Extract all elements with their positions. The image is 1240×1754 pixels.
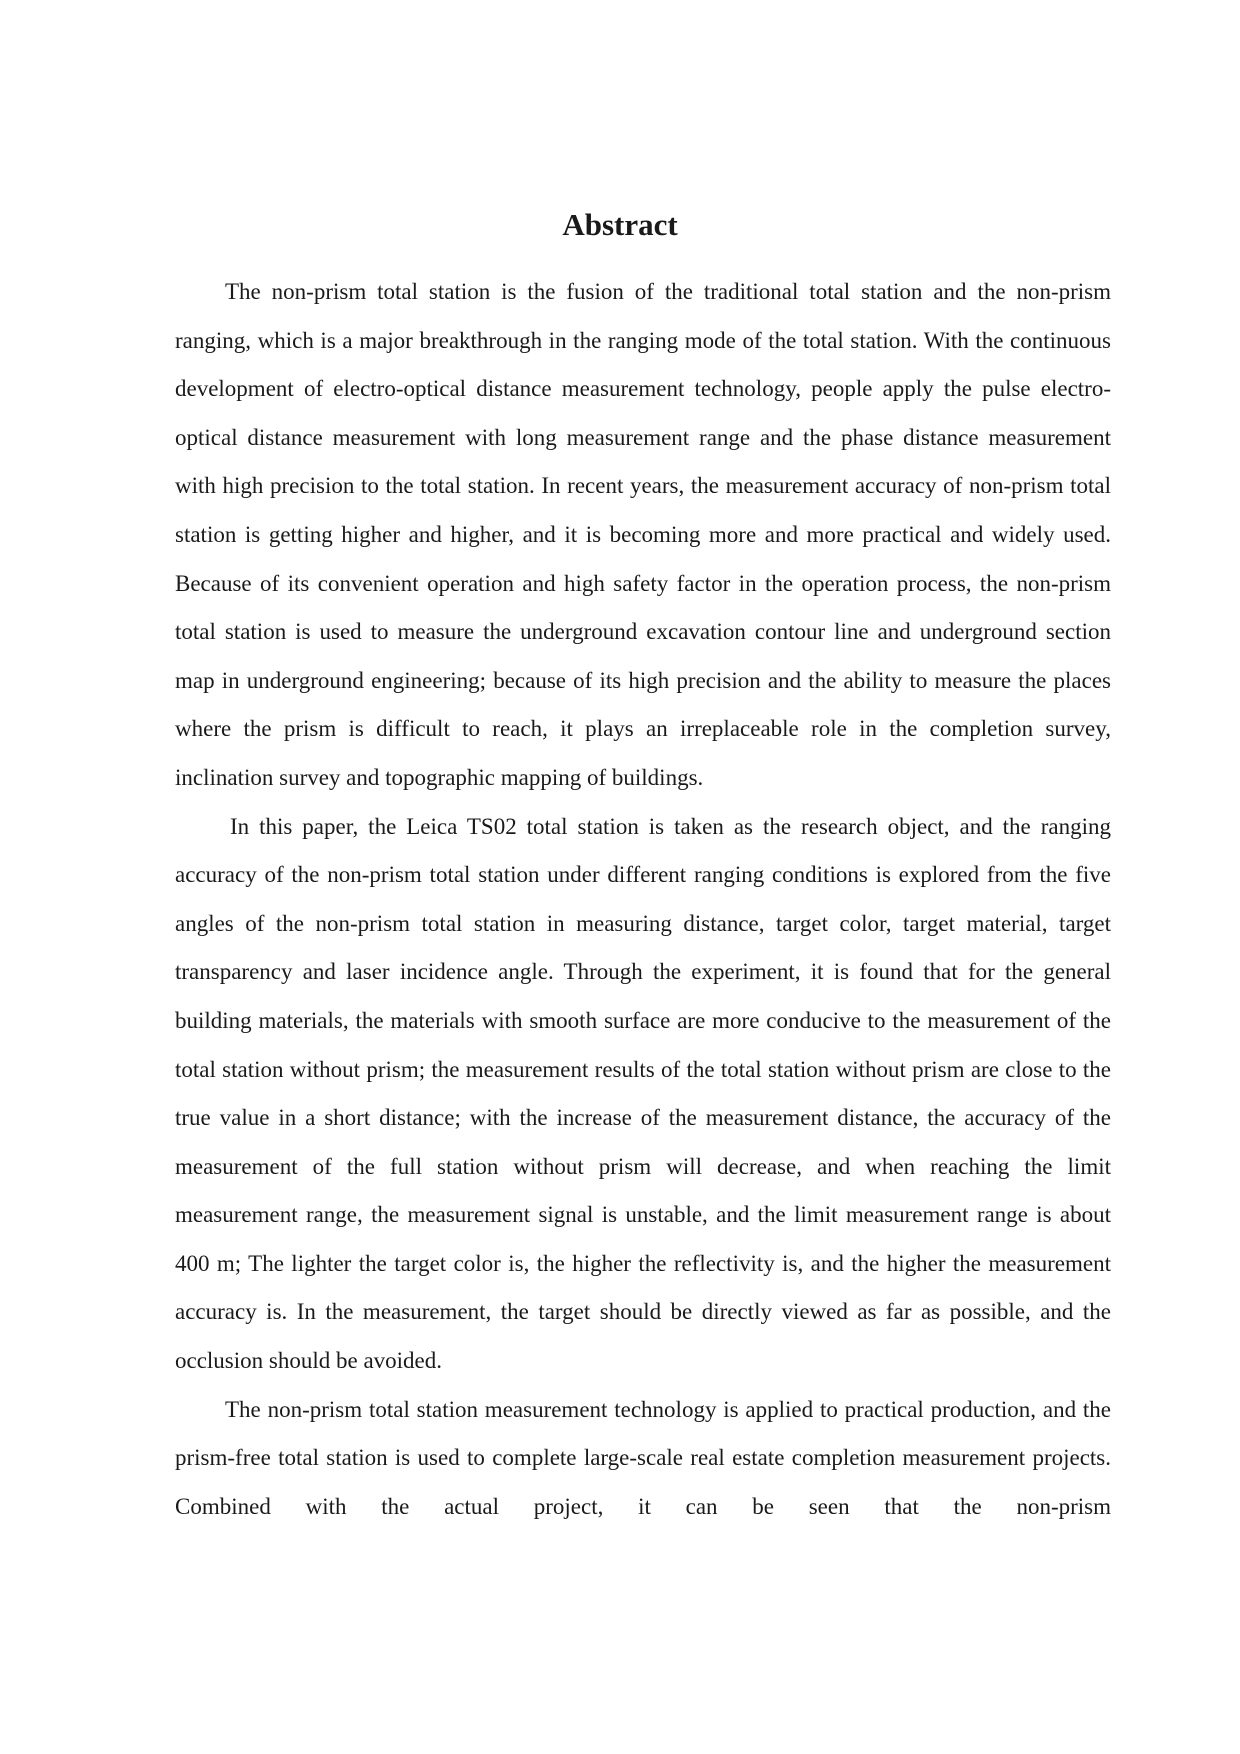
abstract-heading: Abstract — [562, 207, 678, 242]
abstract-paragraph-3: The non-prism total station measurement technology is applied to practical production, and the prism-free total station is used to complete large-scale real estate completion measurement projects. Combined with the actual project, it can be seen that the non-prism — [175, 1396, 1111, 1519]
abstract-paragraph-2: In this paper, the Leica TS02 total station is taken as the research object, and the ranging accuracy of the non-prism total station under different ranging conditions is explored from the five angles of the non-prism total station in measuring distance, target color, target material, target transparency and laser incidence angle. Through the experiment, it is found that for the general building materials, the materials with smooth surface are more conducive to the measurement of the total station without prism; the measurement results of the total station without prism are close to the true value in a short distance; with the increase of the measurement distance, the accuracy of the measurement of the full station without prism will decrease, and when reaching the limit measurement range, the measurement signal is unstable, and the limit measurement range is about 400 m; The lighter the target color is, the higher the reflectivity is, and the higher the measurement accuracy is. In the measurement, the target should be directly viewed as far as possible, and the occlusion should be avoided. — [175, 813, 1111, 1374]
abstract-paragraph-1: The non-prism total station is the fusion of the traditional total station and the non-prism ranging, which is a major breakthrough in the ranging mode of the total station. With the continuous development of electro-optical distance measurement technology, people apply the pulse electro-optical distance measurement with long measurement range and the phase distance measurement with high precision to the total station. In recent years, the measurement accuracy of non-prism total station is getting higher and higher, and it is becoming more and more practical and widely used. Because of its convenient operation and high safety factor in the operation process, the non-prism total station is used to measure the underground excavation contour line and underground section map in underground engineering; because of its high precision and the ability to measure the places where the prism is difficult to reach, it plays an irreplaceable role in the completion survey, inclination survey and topographic mapping of buildings. — [175, 279, 1111, 790]
abstract-body — [175, 268, 1111, 1531]
